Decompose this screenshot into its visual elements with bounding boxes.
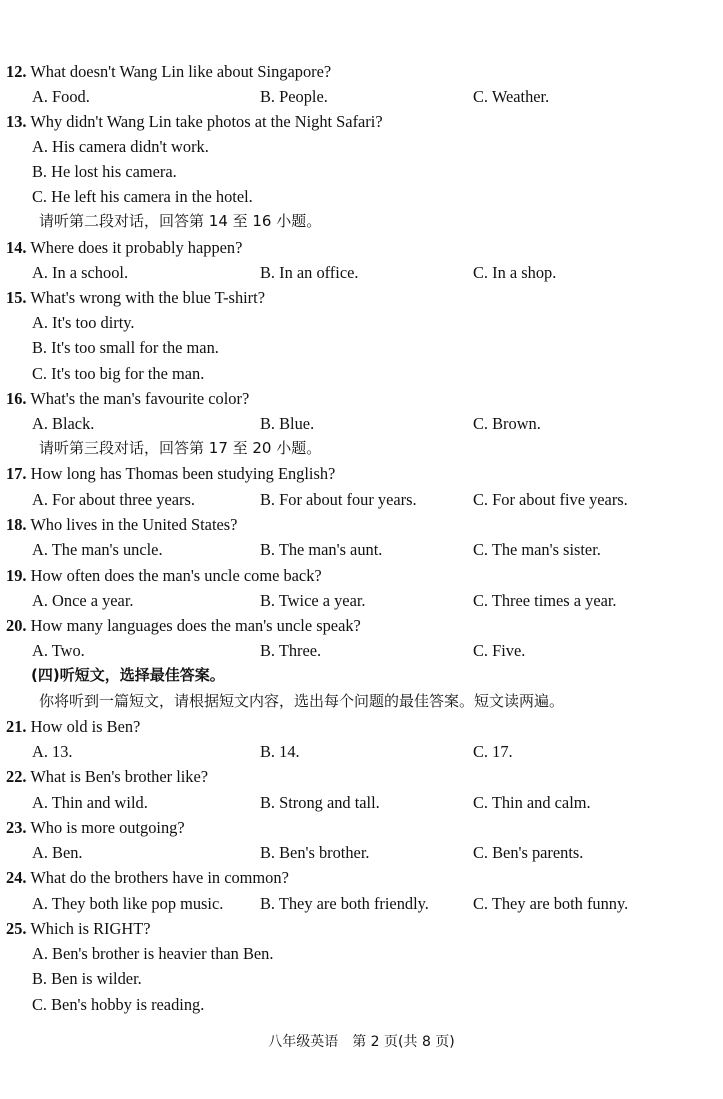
question-12-stem <box>6 59 713 84</box>
option-a: A. For about three years. <box>32 490 195 509</box>
option-a: A. Thin and wild. <box>32 793 148 812</box>
option-c: C. They are both funny. <box>473 894 629 913</box>
question-25-option-b <box>6 966 713 991</box>
option-c: C. Brown. <box>473 414 541 433</box>
option-b: B. It's too small for the man. <box>32 338 219 357</box>
option-c: C. 17. <box>473 742 513 761</box>
page-footer: 八年级英语 第 2 页(共 8 页) <box>268 1034 455 1050</box>
question-19-stem <box>6 563 713 588</box>
question-text: What do the brothers have in common? <box>30 868 289 887</box>
part-4-heading-line <box>6 663 713 688</box>
question-number: 24. <box>6 868 27 887</box>
option-b: B. In an office. <box>260 263 359 282</box>
question-text: How old is Ben? <box>30 717 141 736</box>
question-18-options <box>6 537 713 562</box>
question-text: Who is more outgoing? <box>30 818 185 837</box>
option-a: A. 13. <box>32 742 73 761</box>
option-c: C. He left his camera in the hotel. <box>32 187 253 206</box>
part-4-instruction: 你将听到一篇短文，请根据短文内容，选出每个问题的最佳答案。短文读两遍。 <box>39 692 565 710</box>
dialogue-2-instruction-line <box>6 209 713 234</box>
option-a: A. In a school. <box>32 263 129 282</box>
option-a: A. Ben. <box>32 843 83 862</box>
question-25-option-a <box>6 941 713 966</box>
option-b: B. They are both friendly. <box>260 894 429 913</box>
option-a: A. Two. <box>32 641 85 660</box>
question-13-option-c <box>6 184 713 209</box>
question-21-options <box>6 739 713 764</box>
option-c: C. Weather. <box>473 87 550 106</box>
question-16-options <box>6 411 713 436</box>
option-b: B. The man's aunt. <box>260 540 383 559</box>
option-a: A. Food. <box>32 87 90 106</box>
question-number: 18. <box>6 515 27 534</box>
option-a: A. Ben's brother is heavier than Ben. <box>32 944 274 963</box>
option-c: C. Ben's hobby is reading. <box>32 995 205 1014</box>
option-c: C. Ben's parents. <box>473 843 584 862</box>
option-a: A. The man's uncle. <box>32 540 163 559</box>
option-c: C. It's too big for the man. <box>32 364 205 383</box>
option-b: B. Ben is wilder. <box>32 969 142 988</box>
question-22-stem <box>6 764 713 789</box>
dialogue-3-instruction: 请听第三段对话，回答第 17 至 20 小题。 <box>39 439 322 457</box>
question-number: 21. <box>6 717 27 736</box>
option-b: B. Strong and tall. <box>260 793 380 812</box>
question-20-stem <box>6 613 713 638</box>
option-c: C. Five. <box>473 641 526 660</box>
question-text: What's wrong with the blue T-shirt? <box>30 288 265 307</box>
option-c: C. The man's sister. <box>473 540 601 559</box>
option-a: A. It's too dirty. <box>32 313 135 332</box>
question-13-option-b <box>6 159 713 184</box>
option-b: B. People. <box>260 87 328 106</box>
question-15-option-a <box>6 310 713 335</box>
question-number: 12. <box>6 62 27 81</box>
option-a: A. Once a year. <box>32 591 134 610</box>
question-text: How many languages does the man's uncle speak? <box>30 616 361 635</box>
question-text: Where does it probably happen? <box>30 238 243 257</box>
question-number: 15. <box>6 288 27 307</box>
question-number: 23. <box>6 818 27 837</box>
question-text: Which is RIGHT? <box>30 919 151 938</box>
question-19-options <box>6 588 713 613</box>
question-18-stem <box>6 512 713 537</box>
part-4-title: (四)听短文，选择最佳答案。 <box>31 666 225 684</box>
option-c: C. Three times a year. <box>473 591 617 610</box>
question-text: What's the man's favourite color? <box>30 389 250 408</box>
question-15-option-c <box>6 361 713 386</box>
dialogue-3-instruction-line <box>6 436 713 461</box>
dialogue-2-instruction: 请听第二段对话，回答第 14 至 16 小题。 <box>39 212 322 230</box>
question-number: 22. <box>6 767 27 786</box>
option-b: B. Blue. <box>260 414 315 433</box>
question-20-options <box>6 638 713 663</box>
option-b: B. Twice a year. <box>260 591 366 610</box>
question-23-options <box>6 840 713 865</box>
option-b: B. 14. <box>260 742 300 761</box>
question-25-stem <box>6 916 713 941</box>
question-number: 14. <box>6 238 27 257</box>
question-24-stem <box>6 865 713 890</box>
question-number: 20. <box>6 616 27 635</box>
question-14-stem <box>6 235 713 260</box>
option-b: B. For about four years. <box>260 490 417 509</box>
option-a: A. Black. <box>32 414 95 433</box>
option-c: C. For about five years. <box>473 490 628 509</box>
question-16-stem <box>6 386 713 411</box>
question-25-option-c <box>6 992 713 1017</box>
question-text: How long has Thomas been studying English? <box>30 464 336 483</box>
option-b: B. Three. <box>260 641 322 660</box>
question-text: How often does the man's uncle come back? <box>30 566 322 585</box>
question-14-options <box>6 260 713 285</box>
question-23-stem <box>6 815 713 840</box>
option-c: C. In a shop. <box>473 263 557 282</box>
question-17-options <box>6 487 713 512</box>
question-15-stem <box>6 285 713 310</box>
question-number: 19. <box>6 566 27 585</box>
question-12-options <box>6 84 713 109</box>
option-b: B. He lost his camera. <box>32 162 177 181</box>
question-text: Why didn't Wang Lin take photos at the Night Safari? <box>30 112 383 131</box>
question-13-option-a <box>6 134 713 159</box>
question-21-stem <box>6 714 713 739</box>
option-a: A. His camera didn't work. <box>32 137 209 156</box>
question-text: What doesn't Wang Lin like about Singapore? <box>30 62 332 81</box>
question-number: 25. <box>6 919 27 938</box>
question-24-options <box>6 891 713 916</box>
question-number: 17. <box>6 464 27 483</box>
question-text: What is Ben's brother like? <box>30 767 209 786</box>
question-17-stem <box>6 461 713 486</box>
option-c: C. Thin and calm. <box>473 793 591 812</box>
question-number: 16. <box>6 389 27 408</box>
option-b: B. Ben's brother. <box>260 843 370 862</box>
question-15-option-b <box>6 335 713 360</box>
question-22-options <box>6 790 713 815</box>
question-13-stem <box>6 109 713 134</box>
question-text: Who lives in the United States? <box>30 515 238 534</box>
option-a: A. They both like pop music. <box>32 894 224 913</box>
part-4-instruction-line <box>6 689 713 714</box>
question-number: 13. <box>6 112 27 131</box>
